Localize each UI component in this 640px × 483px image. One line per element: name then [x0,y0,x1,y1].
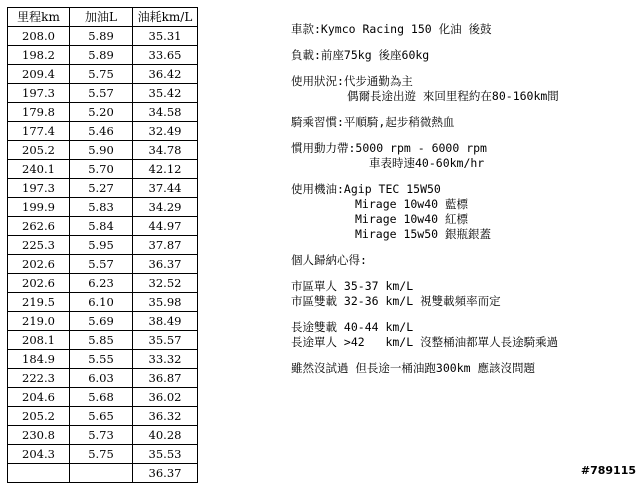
table-row [8,426,198,445]
cell-economy: 44.97 [133,217,198,236]
fuel-log-table [7,7,198,483]
cell-fuel: 5.83 [70,198,133,217]
cell-mileage: 219.0 [8,312,70,331]
cell-mileage: 205.2 [8,407,70,426]
header-mileage: 里程km [8,8,70,27]
oil-line-3: Mirage 10w40 紅標 [355,212,469,226]
cell-economy: 36.42 [133,65,198,84]
table-row [8,141,198,160]
habit-line: 騎乘習慣:平順騎,起步稍微熱血 [291,115,455,129]
table-row [8,46,198,65]
table-row [8,369,198,388]
table-row [8,293,198,312]
cell-fuel: 5.57 [70,84,133,103]
load-line: 負載:前座75kg 後座60kg [291,48,430,62]
cell-economy: 37.44 [133,179,198,198]
long-double-line: 長途雙載 40-44 km/L [291,320,414,334]
cell-fuel: 5.57 [70,255,133,274]
cell-fuel: 5.75 [70,445,133,464]
cell-economy: 33.32 [133,350,198,369]
cell-mileage: 197.3 [8,84,70,103]
long-single-line: 長途單人 >42 km/L 沒整桶油都單人長途騎乘過 [291,335,559,349]
conclusion-line: 雖然沒試過 但長途一桶油跑300km 應該沒問題 [291,361,535,375]
table-row [8,27,198,46]
cell-economy: 32.52 [133,274,198,293]
cell-fuel: 5.68 [70,388,133,407]
cell-economy: 40.28 [133,426,198,445]
cell-economy: 36.02 [133,388,198,407]
cell-fuel: 5.20 [70,103,133,122]
table-row [8,217,198,236]
table-row [8,350,198,369]
speed-line: 車表時速40-60km/hr [369,156,485,170]
cell-fuel: 5.70 [70,160,133,179]
cell-economy: 36.37 [133,464,198,483]
table-row [8,274,198,293]
cell-mileage: 209.4 [8,65,70,84]
cell-fuel: 5.55 [70,350,133,369]
cell-fuel: 5.65 [70,407,133,426]
table-row [8,160,198,179]
cell-mileage: 219.5 [8,293,70,312]
cell-mileage: 204.3 [8,445,70,464]
cell-mileage: 262.6 [8,217,70,236]
table-row [8,445,198,464]
cell-fuel: 5.46 [70,122,133,141]
cell-mileage: 177.4 [8,122,70,141]
cell-economy: 34.29 [133,198,198,217]
cell-mileage: 184.9 [8,350,70,369]
cell-fuel: 5.69 [70,312,133,331]
city-single-line: 市區單人 35-37 km/L [291,279,414,293]
cell-fuel: 6.03 [70,369,133,388]
cell-mileage: 205.2 [8,141,70,160]
watermark: #789115 [580,464,636,477]
notes-panel [291,22,636,376]
cell-economy: 36.37 [133,255,198,274]
cell-economy: 34.78 [133,141,198,160]
table-row [8,198,198,217]
table-row [8,331,198,350]
cell-economy: 35.31 [133,27,198,46]
usage-line-2: 偶爾長途出遊 來回里程約在80-160km間 [347,89,559,103]
cell-economy: 36.87 [133,369,198,388]
cell-mileage: 208.1 [8,331,70,350]
cell-fuel: 5.84 [70,217,133,236]
cell-mileage: 230.8 [8,426,70,445]
cell-economy: 34.58 [133,103,198,122]
cell-mileage: 179.8 [8,103,70,122]
cell-mileage: 198.2 [8,46,70,65]
table-row [8,65,198,84]
cell-mileage: 197.3 [8,179,70,198]
cell-economy: 42.12 [133,160,198,179]
cell-mileage: 202.6 [8,255,70,274]
vehicle-line: 車款:Kymco Racing 150 化油 後鼓 [291,22,492,36]
summary-title: 個人歸納心得: [291,253,367,267]
header-economy: 油耗km/L [133,8,198,27]
header-fuel: 加油L [70,8,133,27]
cell-mileage: 202.6 [8,274,70,293]
table-row [8,179,198,198]
cell-fuel: 5.89 [70,27,133,46]
cell-mileage: 225.3 [8,236,70,255]
cell-fuel: 5.27 [70,179,133,198]
cell-fuel: 5.85 [70,331,133,350]
cell-fuel: 5.89 [70,46,133,65]
oil-line-2: Mirage 10w40 藍標 [355,197,469,211]
cell-mileage: 240.1 [8,160,70,179]
cell-fuel: 5.73 [70,426,133,445]
cell-fuel: 5.90 [70,141,133,160]
cell-economy: 32.49 [133,122,198,141]
table-row [8,84,198,103]
table-row [8,312,198,331]
cell-economy: 35.42 [133,84,198,103]
cell-fuel: 5.75 [70,65,133,84]
cell-fuel: 6.23 [70,274,133,293]
city-double-line: 市區雙載 32-36 km/L 視雙載頻率而定 [291,294,501,308]
table-row [8,122,198,141]
cell-fuel: 5.95 [70,236,133,255]
power-band-line: 慣用動力帶:5000 rpm - 6000 rpm [291,141,487,155]
table-row [8,236,198,255]
cell-mileage: 208.0 [8,27,70,46]
table-row [8,407,198,426]
cell-mileage: 199.9 [8,198,70,217]
cell-economy: 35.53 [133,445,198,464]
cell-mileage: 222.3 [8,369,70,388]
cell-economy: 37.87 [133,236,198,255]
oil-line: 使用機油:Agip TEC 15W50 [291,182,441,196]
cell-mileage: 204.6 [8,388,70,407]
table-header-row [8,8,198,27]
oil-line-4: Mirage 15w50 銀瓶銀蓋 [355,227,492,241]
table-row [8,388,198,407]
usage-line: 使用狀況:代步通勤為主 [291,74,413,88]
table-row [8,255,198,274]
table-row [8,103,198,122]
cell-economy: 33.65 [133,46,198,65]
cell-economy: 38.49 [133,312,198,331]
cell-economy: 35.57 [133,331,198,350]
cell-economy: 36.32 [133,407,198,426]
cell-fuel: 6.10 [70,293,133,312]
cell-economy: 35.98 [133,293,198,312]
